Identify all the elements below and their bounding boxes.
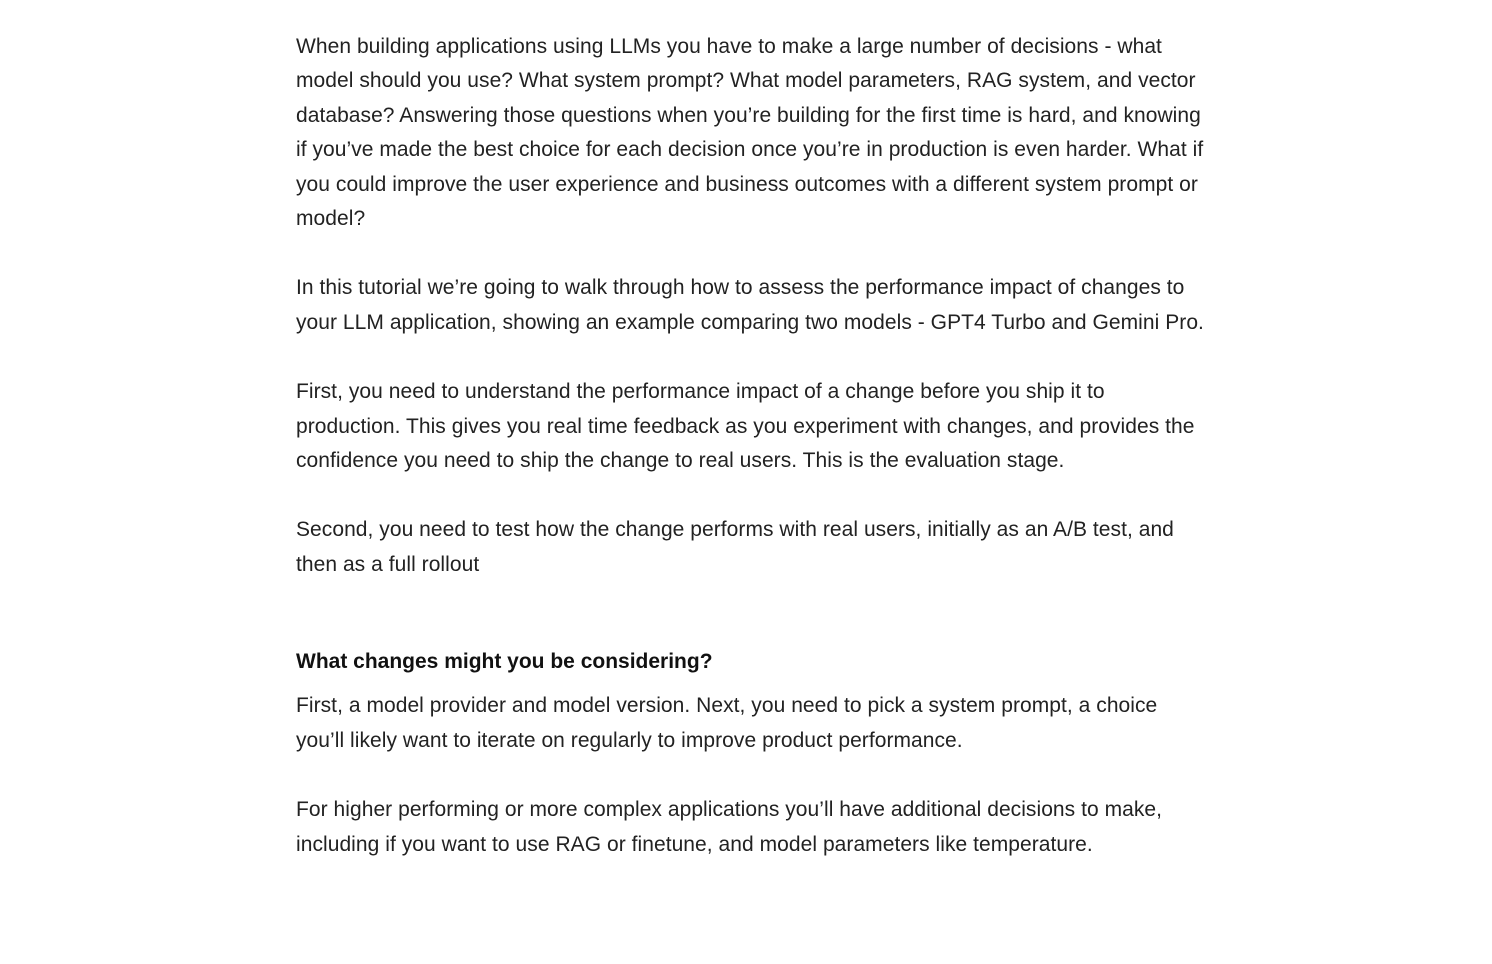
intro-paragraph-evaluation: First, you need to understand the performance impact of a change before you ship it to production. This gives you real time feedback as you experiment with changes, and provides the confidence you need to ship the change to real users. This is the evaluation stage. <box>296 380 1195 473</box>
section-paragraph-model-choice: First, a model provider and model version. Next, you need to pick a system prompt, a choice you’ll likely want to iterate on regularly to improve product performance. <box>296 694 1158 752</box>
intro-paragraph-tutorial: In this tutorial we’re going to walk through how to assess the performance impact of changes to your LLM application, showing an example comparing two models - GPT4 Turbo and Gemini Pro. <box>296 276 1204 334</box>
section-paragraph-advanced-decisions: For higher performing or more complex applications you’ll have additional decisions to make, including if you want to use RAG or finetune, and model parameters like temperature. <box>296 798 1163 856</box>
intro-paragraph-decisions: When building applications using LLMs you have to make a large number of decisions - what model should you use? What system prompt? What model parameters, RAG system, and vector database? Answering those questions when you’re building for the first time is hard, and knowing if you’ve made the best choice for each decision once you’re in production is even harder. What if you could improve the user experience and business outcomes with a different system prompt or model? <box>296 35 1204 231</box>
intro-paragraph-ab-test: Second, you need to test how the change performs with real users, initially as an A/B test, and then as a full rollout <box>296 518 1174 576</box>
section-heading: What changes might you be considering? <box>296 650 713 674</box>
article-body <box>296 30 1208 897</box>
